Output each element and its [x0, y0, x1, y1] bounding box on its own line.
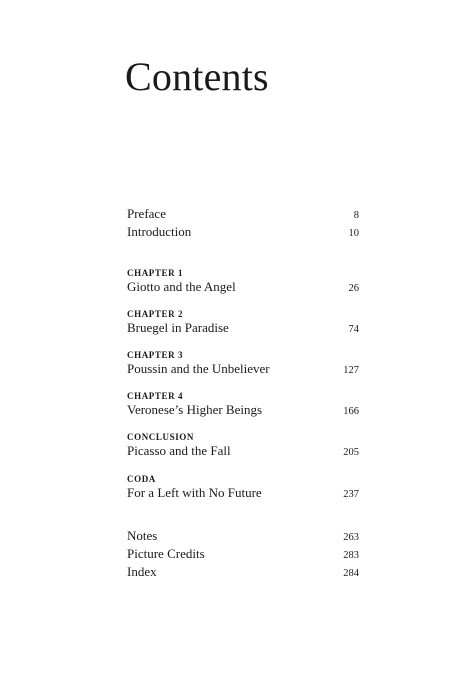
toc-entry-page: 10	[348, 228, 359, 239]
chapter-label: CHAPTER 4	[127, 391, 184, 401]
toc-entry-title: Notes	[127, 528, 158, 543]
chapter-page: 127	[343, 365, 359, 376]
chapter-title: For a Left with No Future	[127, 485, 262, 500]
chapter-label: CHAPTER 1	[127, 268, 184, 278]
toc-entry-page: 284	[343, 568, 359, 579]
chapter-title: Veronese’s Higher Beings	[127, 402, 263, 417]
toc-entry-notes[interactable]	[127, 528, 359, 546]
toc-entry-title: Picture Credits	[127, 546, 205, 561]
chapter-label: CONCLUSION	[127, 432, 195, 442]
chapter-page: 26	[348, 283, 359, 294]
toc-entry-index[interactable]	[127, 564, 359, 582]
chapter-page: 74	[348, 324, 359, 335]
toc-chapter-1[interactable]	[127, 267, 359, 297]
chapter-page: 237	[343, 489, 359, 500]
toc-entry-title: Preface	[127, 206, 166, 221]
chapter-label: CHAPTER 2	[127, 309, 184, 319]
toc-entry-preface[interactable]	[127, 206, 359, 224]
toc-entry-title: Index	[127, 564, 157, 579]
toc-conclusion[interactable]	[127, 431, 359, 461]
chapter-title: Picasso and the Fall	[127, 443, 231, 458]
page-title: Contents	[125, 54, 269, 99]
toc-entry-page: 283	[343, 550, 359, 561]
chapter-title: Giotto and the Angel	[127, 279, 236, 294]
toc-chapter-4[interactable]	[127, 390, 359, 420]
chapter-title: Bruegel in Paradise	[127, 320, 229, 335]
chapter-label: CODA	[127, 474, 156, 484]
toc-entry-page: 263	[343, 532, 359, 543]
chapter-title: Poussin and the Unbeliever	[127, 361, 270, 376]
toc-entry-picture-credits[interactable]	[127, 546, 359, 564]
toc-coda[interactable]	[127, 473, 359, 503]
toc-chapter-2[interactable]	[127, 308, 359, 338]
toc-entry-title: Introduction	[127, 224, 192, 239]
back-matter-list	[127, 528, 359, 582]
front-matter-list	[127, 206, 359, 242]
chapter-label: CHAPTER 3	[127, 350, 184, 360]
toc-chapter-3[interactable]	[127, 349, 359, 379]
toc-entry-introduction[interactable]	[127, 224, 359, 242]
chapter-page: 166	[343, 406, 359, 417]
chapter-page: 205	[343, 447, 359, 458]
toc-entry-page: 8	[353, 210, 359, 221]
